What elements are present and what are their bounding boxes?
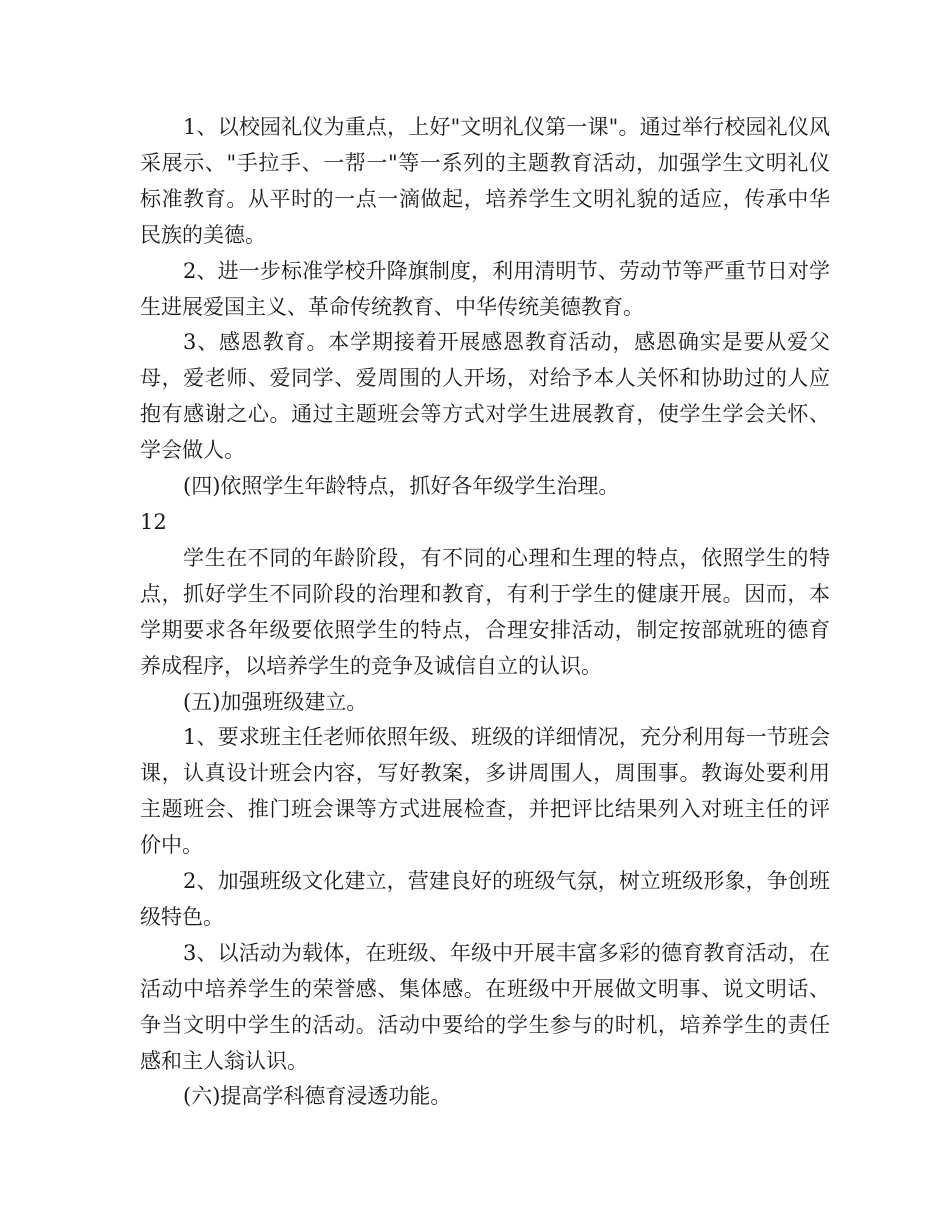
paragraph-class-meetings: 1、要求班主任老师依照年级、班级的详细情况，充分利用每一节班会课，认真设计班会内容，写好教案，多讲周围人，周围事。教诲处要利用主题班会、推门班会课等方式进展检查，并把评比结果列入对班主任的评价中。 <box>140 725 830 858</box>
paragraph-activities: 3、以活动为载体，在班级、年级中开展丰富多彩的德育教育活动，在活动中培养学生的荣誉感、集体感。在班级中开展做文明事、说文明话、争当文明中学生的活动。活动中要给的学生参与的时机，培养学生的责任感和主人翁认识。 <box>140 940 830 1073</box>
page-number-marker: 12 <box>140 509 167 534</box>
paragraph-class-culture: 2、加强班级文化建立，营建良好的班级气氛，树立班级形象，争创班级特色。 <box>140 869 830 929</box>
section-heading-six: (六)提高学科德育浸透功能。 <box>183 1084 452 1109</box>
paragraph-gratitude-education: 3、感恩教育。本学期接着开展感恩教育活动，感恩确实是要从爱父母，爱老师、爱同学、爱周围的人开场，对给予本人关怀和协助过的人应抱有感谢之心。通过主题班会等方式对学生进展教育，使学生学会关怀、学会做人。 <box>140 330 830 463</box>
paragraph-flag-ceremony: 2、进一步标准学校升降旗制度，利用清明节、劳动节等严重节日对学生进展爱国主义、革命传统教育、中华传统美德教育。 <box>140 258 830 319</box>
document-body <box>140 110 830 1115</box>
section-heading-five: (五)加强班级建立。 <box>183 689 368 714</box>
section-heading-four: (四)依照学生年龄特点，抓好各年级学生治理。 <box>183 474 620 499</box>
paragraph-etiquette-lesson: 1、以校园礼仪为重点，上好"文明礼仪第一课"。通过举行校园礼仪风采展示、"手拉手、一帮一"等一系列的主题教育活动，加强学生文明礼仪标准教育。从平时的一点一滴做起，培养学生文明礼貌的适应，传承中华民族的美德。 <box>140 115 830 247</box>
paragraph-age-characteristics: 学生在不同的年龄阶段，有不同的心理和生理的特点，依照学生的特点，抓好学生不同阶段的治理和教育，有利于学生的健康开展。因而，本学期要求各年级要依照学生的特点，合理安排活动，制定按部就班的德育养成程序，以培养学生的竞争及诚信自立的认识。 <box>140 545 830 678</box>
